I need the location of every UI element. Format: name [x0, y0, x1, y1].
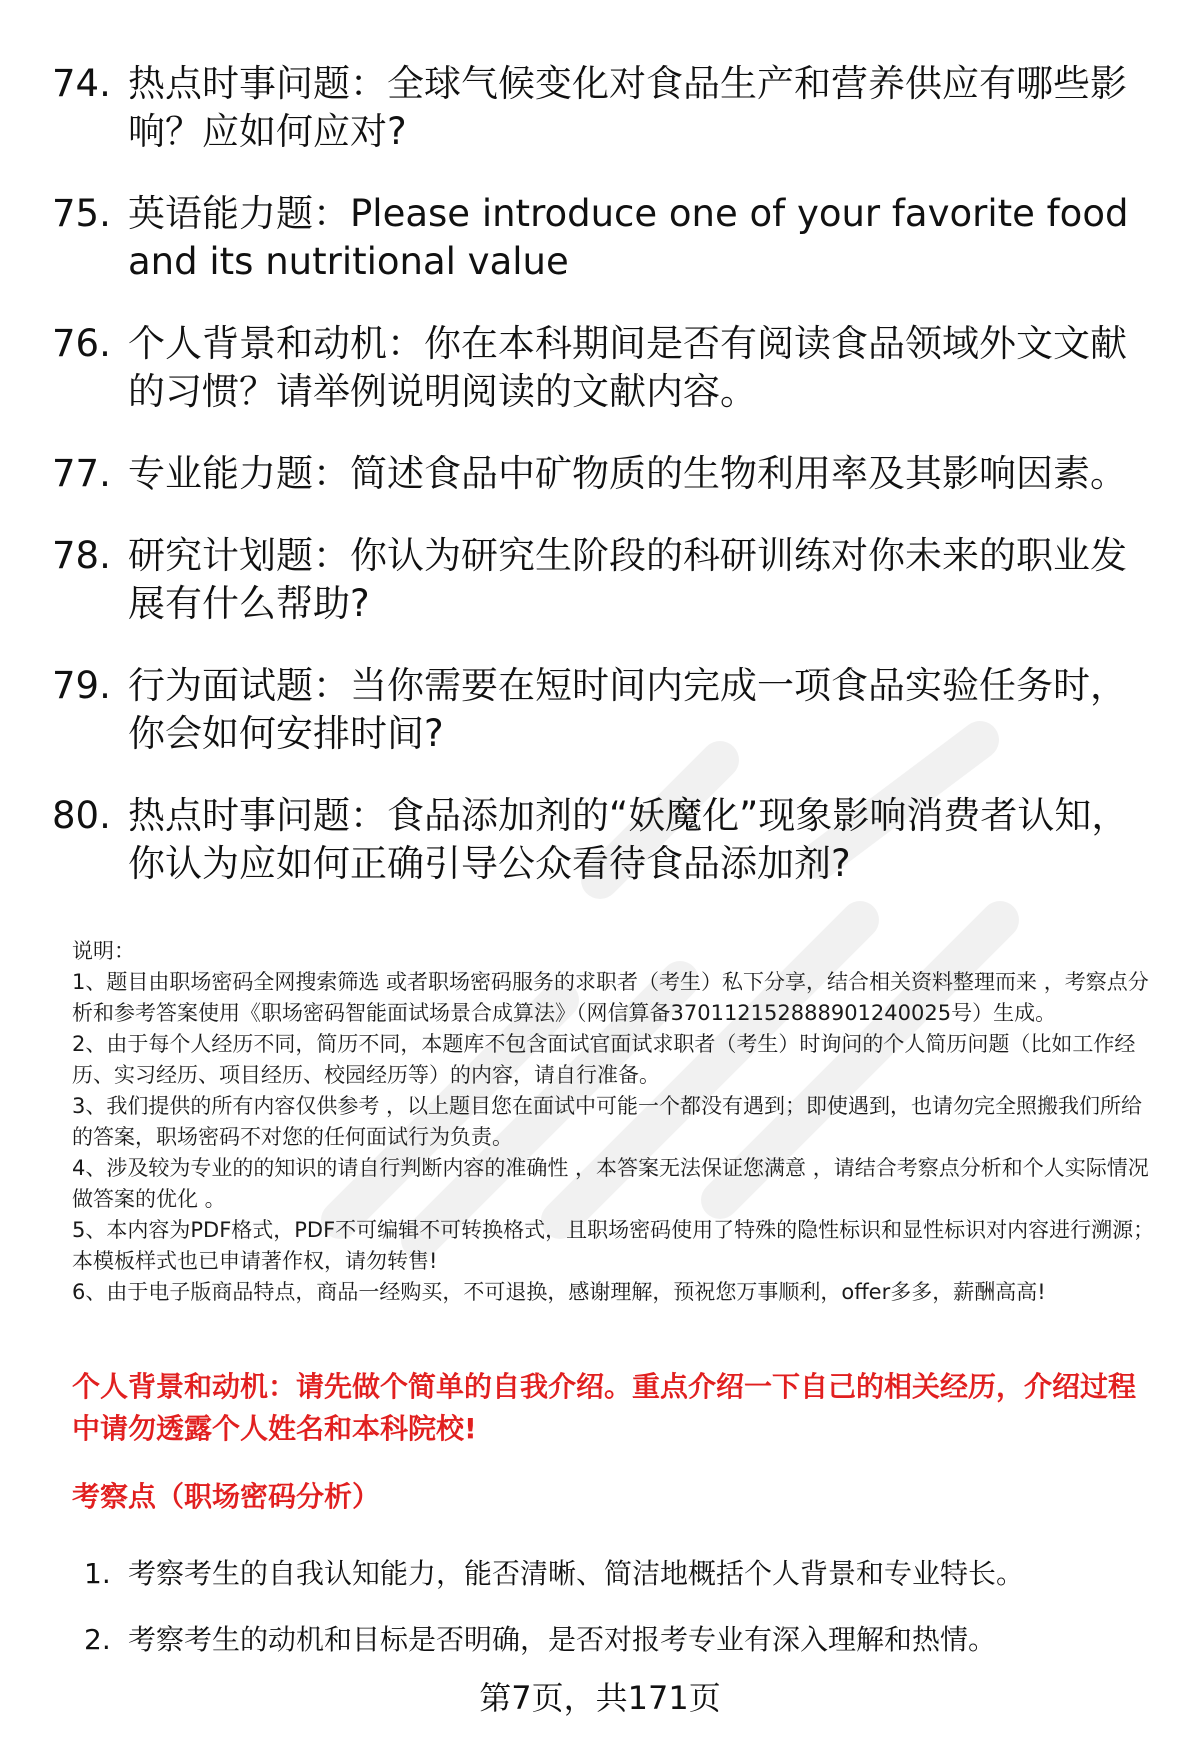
analysis-point-text: 考察考生的动机和目标是否明确，是否对报考专业有深入理解和热情。 [128, 1623, 997, 1656]
notes-item: 5、本内容为PDF格式，PDF不可编辑不可转换格式，且职场密码使用了特殊的隐性标识和显性标识对内容进行溯源；本模板样式也已申请著作权，请勿转售! [72, 1218, 1155, 1273]
question-item [52, 60, 1162, 156]
analysis-heading: 考察点（职场密码分析） [72, 1480, 381, 1513]
notes-section [72, 936, 1162, 1308]
question-number: 74. [52, 62, 111, 105]
notes-item: 4、涉及较为专业的的知识的请自行判断内容的准确性 ，本答案无法保证您满意 ，请结合考察点分析和个人实际情况做答案的优化 。 [72, 1156, 1149, 1211]
analysis-points [84, 1554, 1164, 1686]
notes-item: 3、我们提供的所有内容仅供参考 ，以上题目您在面试中可能一个都没有遇到；即使遇到，也请勿完全照搬我们所给的答案，职场密码不对您的任何面试行为负责。 [72, 1094, 1143, 1149]
question-number: 78. [52, 534, 111, 577]
notes-item: 2、由于每个人经历不同，简历不同，本题库不包含面试官面试求职者（考生）时询问的个人简历问题（比如工作经历、实习经历、项目经历、校园经历等）的内容，请自行准备。 [72, 1032, 1136, 1087]
question-item [52, 662, 1162, 758]
question-text: 热点时事问题：全球气候变化对食品生产和营养供应有哪些影响？应如何应对? [128, 62, 1127, 153]
highlight-question: 个人背景和动机：请先做个简单的自我介绍。重点介绍一下自己的相关经历，介绍过程中请勿透露个人姓名和本科院校! [72, 1370, 1137, 1445]
question-item [52, 320, 1162, 416]
question-text: 研究计划题：你认为研究生阶段的科研训练对你未来的职业发展有什么帮助? [128, 534, 1127, 625]
question-item [52, 792, 1162, 888]
analysis-point-text: 考察考生的自我认知能力，能否清晰、简洁地概括个人背景和专业特长。 [128, 1557, 1025, 1590]
question-list [52, 60, 1162, 922]
analysis-point [84, 1554, 1164, 1594]
notes-title: 说明： [72, 939, 135, 963]
question-item [52, 532, 1162, 628]
question-item [52, 190, 1162, 286]
question-text: 专业能力题：简述食品中矿物质的生物利用率及其影响因素。 [128, 452, 1127, 495]
analysis-point [84, 1620, 1164, 1660]
question-number: 80. [52, 794, 111, 837]
question-text: 行为面试题：当你需要在短时间内完成一项食品实验任务时，你会如何安排时间? [128, 664, 1127, 755]
notes-item: 1、题目由职场密码全网搜索筛选 或者职场密码服务的求职者（考生）私下分享，结合相关资料整理而来 ，考察点分析和参考答案使用《职场密码智能面试场景合成算法》（网信算备370112152888901240025号）生成。 [72, 970, 1149, 1025]
question-text: 热点时事问题：食品添加剂的“妖魔化”现象影响消费者认知，你认为应如何正确引导公众看待食品添加剂? [128, 794, 1129, 885]
question-number: 75. [52, 192, 111, 235]
analysis-point-number: 2. [84, 1623, 111, 1656]
question-number: 76. [52, 322, 111, 365]
question-text: 英语能力题：Please introduce one of your favorite food and its nutritional value [128, 192, 1129, 283]
question-text: 个人背景和动机：你在本科期间是否有阅读食品领域外文文献的习惯？请举例说明阅读的文献内容。 [128, 322, 1127, 413]
question-number: 79. [52, 664, 111, 707]
analysis-point-number: 1. [84, 1557, 111, 1590]
notes-item: 6、由于电子版商品特点，商品一经购买，不可退换，感谢理解，预祝您万事顺利，offer多多，薪酬高高! [72, 1280, 1046, 1304]
page-footer: 第7页，共171页 [479, 1679, 721, 1717]
question-number: 77. [52, 452, 111, 495]
question-item [52, 450, 1162, 498]
